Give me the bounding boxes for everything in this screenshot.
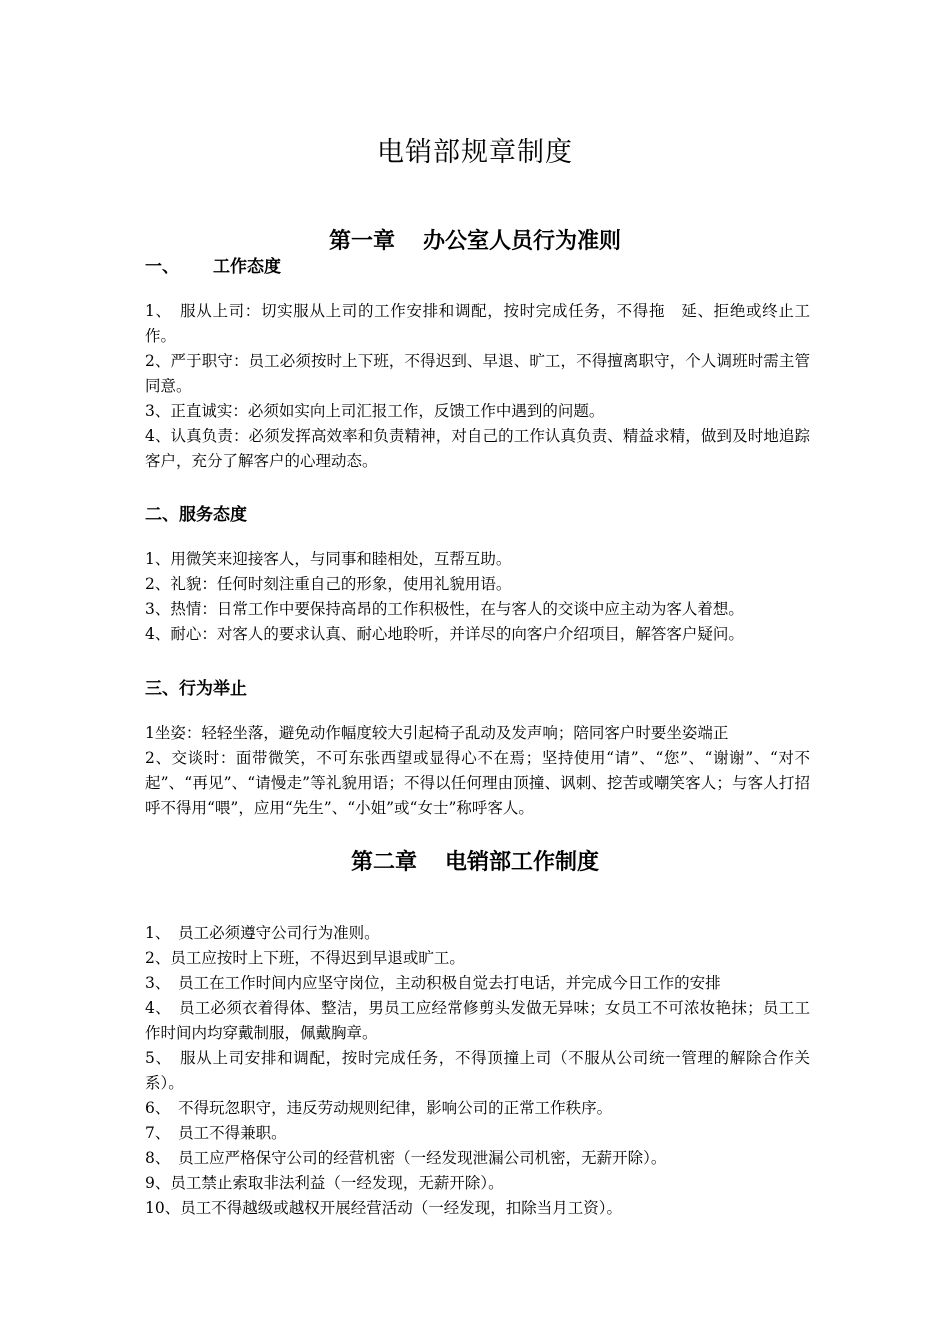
chapter-2-item-9: 9、员工禁止索取非法利益（一经发现，无薪开除）。: [145, 1174, 504, 1192]
chapter-2-item-2: 2、员工应按时上下班，不得迟到早退或旷工。: [145, 949, 465, 967]
chapter-2-item-8: 8、 员工应严格保守公司的经营机密（一经发现泄漏公司机密，无薪开除）。: [145, 1149, 667, 1167]
chapter-2-title: 电销部工作制度: [445, 849, 600, 875]
section-3-item-2: 2、交谈时：面带微笑，不可东张西望或显得心不在焉；坚持使用“请”、“您”、“谢谢”、“对不起”、“再见”、“请慢走”等礼貌用语；不得以任何理由顶撞、讽刺、挖苦或嘲笑客人；与客人打招呼不得用“喂”，应用“先生”、“小姐”或“女士”称呼客人。: [145, 749, 810, 817]
chapter-2-item-3: 3、 员工在工作时间内应坚守岗位，主动积极自觉去打电话，并完成今日工作的安排: [145, 974, 721, 992]
section-1-title: 工作态度: [213, 257, 281, 277]
section-2-item-1: 1、用微笑来迎接客人，与同事和睦相处，互帮互助。: [145, 550, 512, 568]
chapter-2-item-6: 6、 不得玩忽职守，违反劳动规则纪律，影响公司的正常工作秩序。: [145, 1099, 613, 1117]
chapter-2-number: 第二章: [350, 849, 417, 875]
chapter-2-item-4: 4、 员工必须衣着得体、整洁，男员工应经常修剪头发做无异味；女员工不可浓妆艳抹；员工工作时间内均穿戴制服，佩戴胸章。: [145, 999, 810, 1042]
section-2-item-4: 4、耐心：对客人的要求认真、耐心地聆听，并详尽的向客户介绍项目，解答客户疑问。: [145, 625, 744, 643]
section-1-item-1: 1、 服从上司：切实服从上司的工作安排和调配，按时完成任务，不得拖 延、拒绝或终止工作。: [145, 302, 810, 345]
section-2-item-3: 3、热情：日常工作中要保持高昂的工作积极性，在与客人的交谈中应主动为客人着想。: [145, 600, 744, 618]
section-3-heading: 三、行为举止: [145, 679, 247, 699]
chapter-1-title: 办公室人员行为准则: [423, 228, 622, 254]
section-1-number: 一、: [145, 257, 179, 277]
section-1-heading: [145, 252, 281, 277]
chapter-2-item-5: 5、 服从上司安排和调配，按时完成任务，不得顶撞上司（不服从公司统一管理的解除合作关系）。: [145, 1049, 810, 1092]
section-2-heading: 二、服务态度: [145, 505, 247, 525]
section-1-item-2: 2、严于职守：员工必须按时上下班，不得迟到、早退、旷工，不得擅离职守，个人调班时需主管同意。: [145, 352, 810, 395]
chapter-1-number: 第一章: [328, 228, 395, 254]
section-2-item-2: 2、礼貌：任何时刻注重自己的形象，使用礼貌用语。: [145, 575, 512, 593]
document-title: 电销部规章制度: [377, 137, 573, 168]
section-3-item-1: 1坐姿：轻轻坐落，避免动作幅度较大引起椅子乱动及发声响；陪同客户时要坐姿端正: [145, 724, 729, 742]
chapter-2-item-7: 7、 员工不得兼职。: [145, 1124, 287, 1142]
chapter-1-heading: [0, 224, 950, 255]
chapter-2-item-10: 10、员工不得越级或越权开展经营活动（一经发现，扣除当月工资）。: [145, 1199, 622, 1217]
chapter-2-heading: [0, 845, 950, 876]
chapter-2-item-1: 1、 员工必须遵守公司行为准则。: [145, 924, 380, 942]
section-1-item-4: 4、认真负责：必须发挥高效率和负责精神，对自己的工作认真负责、精益求精，做到及时地追踪客户，充分了解客户的心理动态。: [145, 427, 810, 470]
section-1-item-3: 3、正直诚实：必须如实向上司汇报工作，反馈工作中遇到的问题。: [145, 402, 605, 420]
